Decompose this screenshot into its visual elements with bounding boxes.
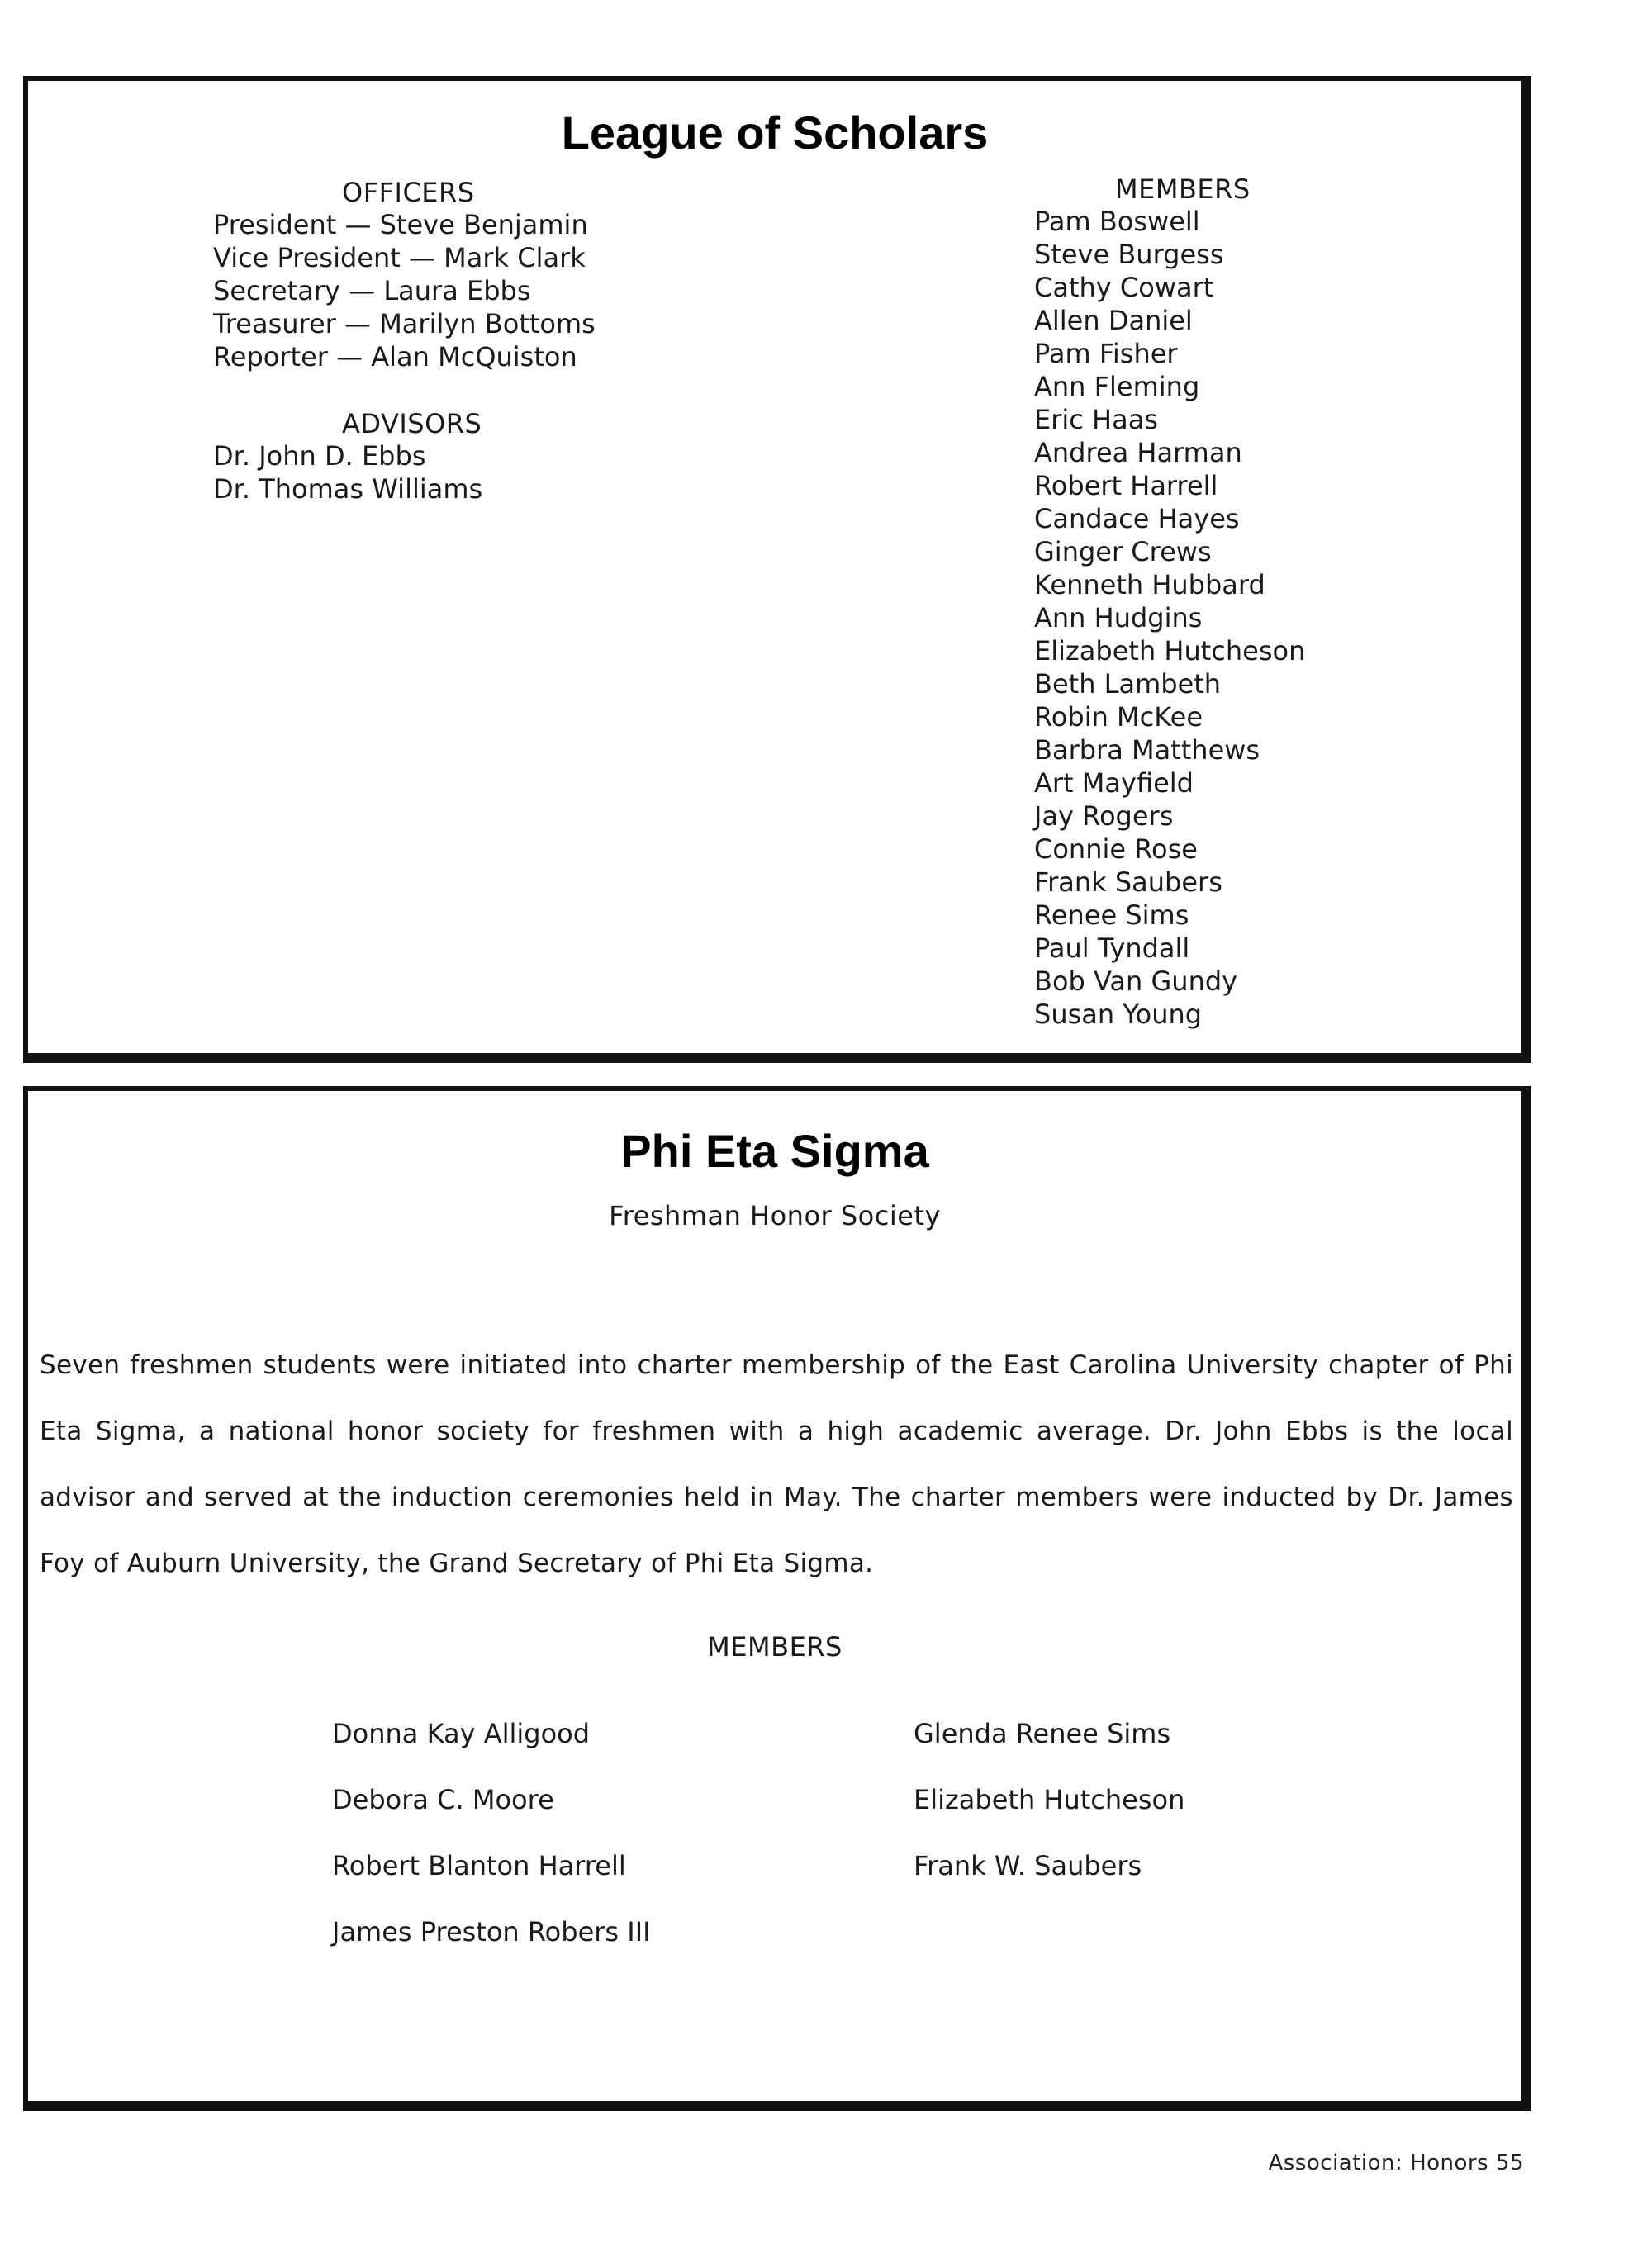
phi-title: Phi Eta Sigma [620,1125,929,1177]
league-member-entry: Elizabeth Hutcheson [1034,635,1306,667]
league-member-entry: Barbra Matthews [1034,734,1260,766]
league-member-entry: Ann Fleming [1034,371,1200,402]
league-member-entry: Eric Haas [1034,404,1158,435]
league-member-entry: Kenneth Hubbard [1034,569,1265,600]
officer-entry: Secretary — Laura Ebbs [213,275,531,306]
league-member-entry: Renee Sims [1034,899,1189,931]
phi-members-left [332,1717,651,1981]
phi-member-entry: Frank W. Saubers [914,1850,1142,1881]
phi-member-entry: James Preston Robers III [332,1916,651,1947]
league-members-list [1034,205,1305,1031]
advisor-entry: Dr. John D. Ebbs [213,440,426,472]
league-member-entry: Andrea Harman [1034,437,1242,468]
league-member-entry: Robin McKee [1034,701,1203,733]
league-member-entry: Frank Saubers [1034,866,1222,898]
advisor-entry: Dr. Thomas Williams [213,473,483,505]
league-member-entry: Ginger Crews [1034,536,1212,567]
league-member-entry: Pam Fisher [1034,338,1178,369]
page-footer: Association: Honors 55 [1268,2151,1524,2175]
phi-member-entry: Donna Kay Alligood [332,1718,591,1749]
officers-list [213,208,596,373]
league-member-entry: Connie Rose [1034,833,1198,865]
officer-entry: Treasurer — Marilyn Bottoms [213,308,596,339]
phi-subtitle: Freshman Honor Society [609,1200,941,1231]
officer-entry: President — Steve Benjamin [213,209,588,240]
league-member-entry: Allen Daniel [1034,305,1193,336]
phi-members-right [914,1717,1184,1915]
phi-member-entry: Debora C. Moore [332,1784,554,1815]
phi-member-entry: Elizabeth Hutcheson [914,1784,1185,1815]
league-member-entry: Beth Lambeth [1034,668,1222,700]
league-member-entry: Jay Rogers [1034,800,1174,832]
officer-entry: Reporter — Alan McQuiston [213,341,577,372]
league-member-entry: Bob Van Gundy [1034,965,1238,997]
league-members-heading: MEMBERS [1115,173,1251,205]
league-of-scholars-box [23,76,1531,1063]
league-member-entry: Paul Tyndall [1034,932,1190,964]
officer-entry: Vice President — Mark Clark [213,242,586,273]
phi-members-heading: MEMBERS [707,1631,843,1663]
league-member-entry: Ann Hudgins [1034,602,1203,633]
officers-heading: OFFICERS [342,177,475,208]
phi-member-entry: Robert Blanton Harrell [332,1850,626,1881]
phi-eta-sigma-box [23,1086,1531,2111]
league-member-entry: Candace Hayes [1034,503,1240,534]
league-member-entry: Robert Harrell [1034,470,1218,501]
phi-member-entry: Glenda Renee Sims [914,1718,1171,1749]
league-member-entry: Cathy Cowart [1034,272,1214,303]
phi-paragraph: Seven freshmen students were initiated into charter membership of the East Carolina University chapter of Phi Eta Sigma, a national honor society for freshmen with a high academic average. Dr. John Ebbs is the local advisor and served at the induction ceremonies held in May. The charter members were inducted by Dr. James Foy of Auburn University, the Grand Secretary of Phi Eta Sigma. [40,1350,1513,1578]
league-member-entry: Pam Boswell [1034,206,1200,237]
advisors-heading: ADVISORS [342,408,482,439]
league-member-entry: Steve Burgess [1034,239,1224,270]
league-title: League of Scholars [561,107,989,159]
league-member-entry: Art Mayfield [1034,767,1194,799]
advisors-list [213,439,482,505]
league-member-entry: Susan Young [1034,999,1203,1030]
